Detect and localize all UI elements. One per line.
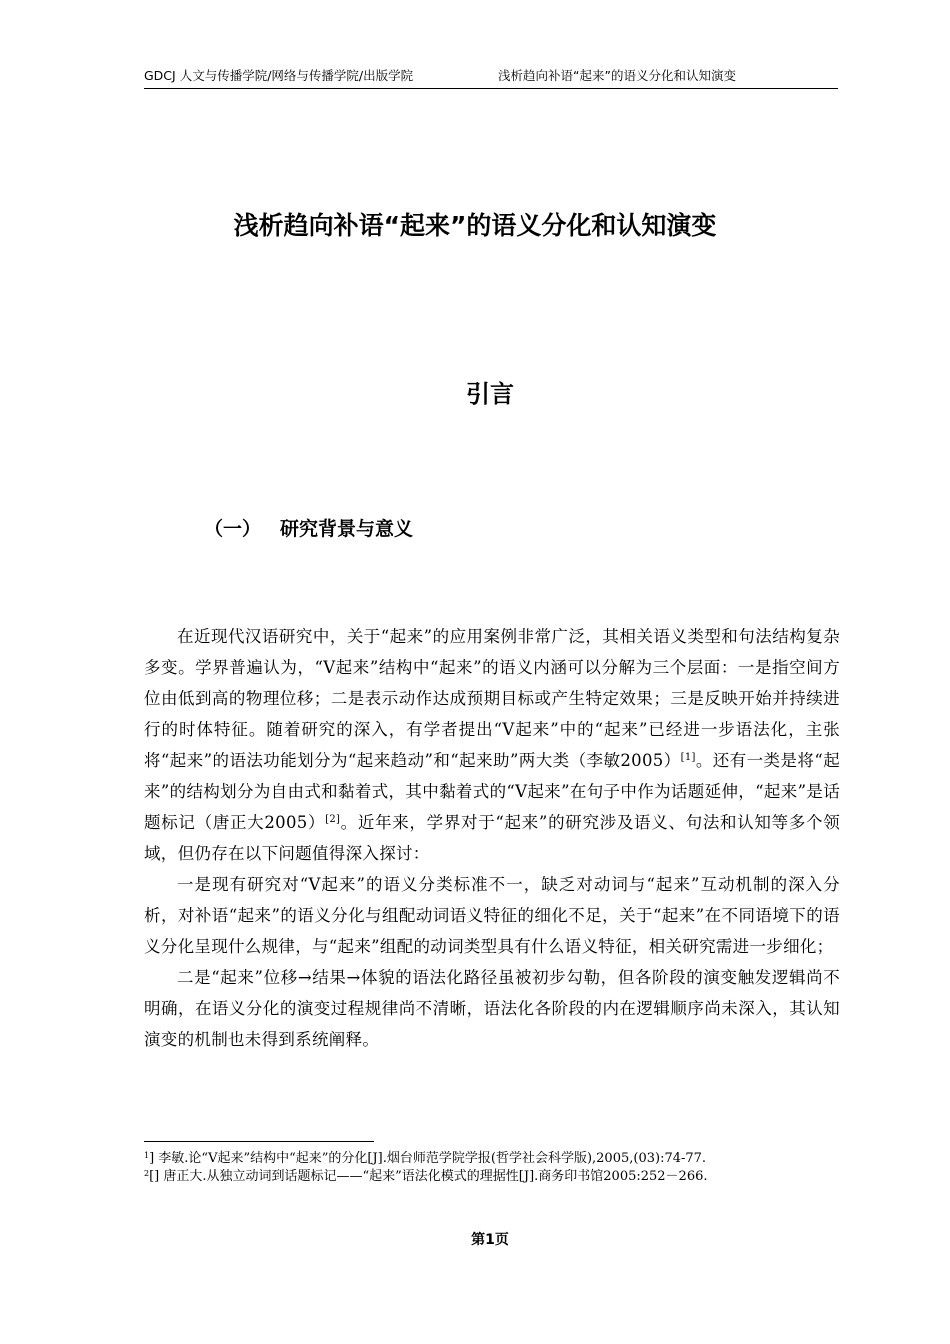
footnote-1-text: ] 李敏.论“V起来”结构中“起来”的分化[J].烟台师范学院学报(哲学社会科学版),2005,(03):74-77. bbox=[149, 1151, 707, 1166]
subsection-heading bbox=[204, 513, 413, 545]
paragraph-1 bbox=[144, 621, 840, 869]
footnote-2-text: [] 唐正大.从独立动词到话题标记——“起来”语法化模式的理据性[J].商务印书馆2005:252－266. bbox=[149, 1169, 708, 1184]
subsection-number: （一） bbox=[204, 518, 262, 540]
footnote-2-mark: 2 bbox=[144, 1169, 150, 1178]
page-number: 第1页 bbox=[471, 1232, 509, 1248]
subsection-title: 研究背景与意义 bbox=[280, 518, 414, 540]
paragraph-3: 二是“起来”位移→结果→体貌的语法化路径虽被初步勾勒，但各阶段的演变触发逻辑尚不明确，在语义分化的演变过程规律尚不清晰，语法化各阶段的内在逻辑顺序尚未深入，其认知演变的机制也未得到系统阐释。 bbox=[144, 968, 840, 1049]
citation-1: [1] bbox=[680, 752, 696, 763]
running-header bbox=[144, 66, 838, 89]
paragraph-1-part-a: 在近现代汉语研究中，关于“起来”的应用案例非常广泛，其相关语义类型和句法结构复杂多变。学界普遍认为，“V起来”结构中“起来”的语义内涵可以分解为三个层面：一是指空间方位由低到高的物理位移；二是表示动作达成预期目标或产生特定效果；三是反映开始并持续进行的时体特征。随着研究的深入，有学者提出“V起来”中的“起来”已经进一步语法化，主张将“起来”的语法功能划分为“起来趋动”和“起来助”两大类（李敏2005） bbox=[144, 627, 840, 770]
footnotes bbox=[144, 1150, 844, 1186]
footnote-1 bbox=[144, 1150, 844, 1168]
paper-title: 浅析趋向补语“起来”的语义分化和认知演变 bbox=[233, 211, 717, 240]
header-institution: GDCJ 人文与传播学院/网络与传播学院/出版学院 bbox=[144, 68, 414, 83]
footnote-1-mark: 1 bbox=[144, 1151, 150, 1160]
paragraph-1-part-b: 。还有一类是将“起来”的结构划分为自由式和黏着式，其中黏着式的“V起来”在句子中作为话题延伸，“起来”是话题标记（唐正大2005） bbox=[144, 751, 841, 832]
header-paper-title: 浅析趋向补语“起来”的语义分化和认知演变 bbox=[498, 68, 736, 83]
section-heading: 引言 bbox=[466, 380, 514, 408]
body-text bbox=[144, 621, 840, 1055]
footnote-separator bbox=[144, 1141, 374, 1142]
footnote-2 bbox=[144, 1168, 844, 1186]
citation-2: [2] bbox=[325, 814, 341, 825]
paragraph-2: 一是现有研究对“V起来”的语义分类标准不一，缺乏对动词与“起来”互动机制的深入分析，对补语“起来”的语义分化与组配动词语义特征的细化不足，关于“起来”在不同语境下的语义分化呈现什么规律，与“起来”组配的动词类型具有什么语义特征，相关研究需进一步细化； bbox=[144, 875, 840, 956]
paragraph-1-part-c: 。近年来，学界对于“起来”的研究涉及语义、句法和认知等多个领域，但仍存在以下问题值得深入探讨： bbox=[144, 813, 841, 863]
